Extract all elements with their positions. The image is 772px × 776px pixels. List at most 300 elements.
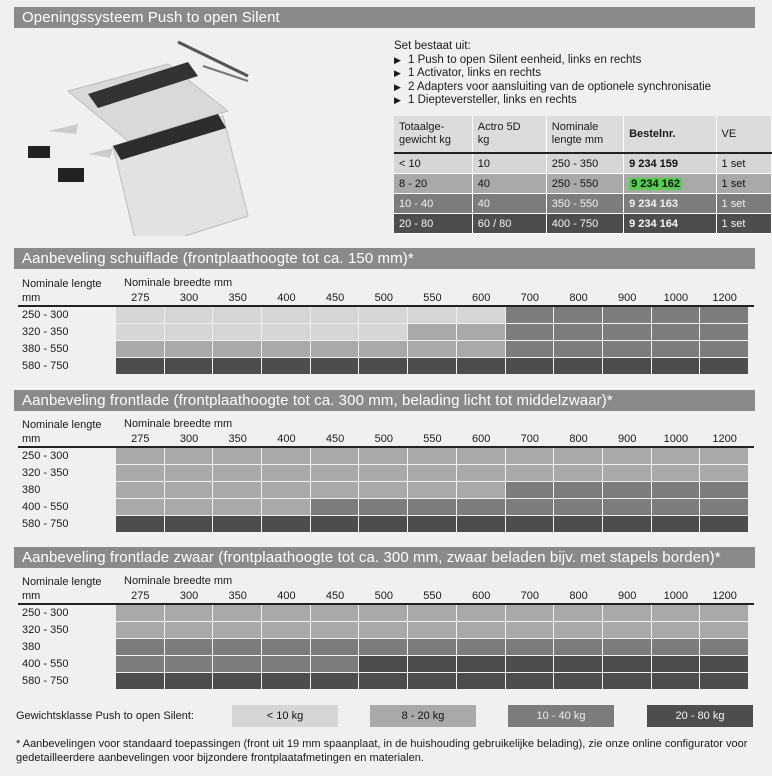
class-cell [408, 482, 457, 499]
width-column: 300 [179, 292, 199, 304]
width-column: 700 [520, 433, 540, 445]
class-cell [603, 622, 652, 639]
class-cell [652, 622, 701, 639]
width-column: 700 [520, 292, 540, 304]
length-label: 250 - 300 [22, 450, 69, 462]
class-cell [311, 358, 360, 375]
length-label: 580 - 750 [22, 518, 69, 530]
table-cell: 40 [472, 194, 546, 214]
order-number: 9 234 163 [624, 194, 716, 214]
grid-row [18, 656, 754, 673]
grid-row [18, 358, 754, 375]
width-column: 1200 [712, 590, 737, 602]
length-header: Nominale lengte mm [22, 278, 102, 304]
width-column: 900 [618, 590, 637, 602]
table-row [394, 174, 772, 194]
grid-row [18, 448, 754, 465]
class-cell [116, 622, 165, 639]
table-cell: 60 / 80 [472, 214, 546, 234]
class-cell [311, 448, 360, 465]
grid-row [18, 622, 754, 639]
class-cell [554, 465, 603, 482]
order-table [394, 116, 772, 234]
grid-row [18, 465, 754, 482]
class-cell [652, 324, 701, 341]
class-cell [700, 307, 749, 324]
class-cell [262, 673, 311, 690]
grid-row [18, 605, 754, 622]
class-cell [408, 639, 457, 656]
table-row [394, 194, 772, 214]
set-item: ▶ 1 Push to open Silent eenheid, links en rechts [394, 54, 711, 68]
class-cell [457, 673, 506, 690]
legend-swatch: 20 - 80 kg [647, 705, 753, 727]
class-cell [165, 516, 214, 533]
table-cell: 1 set [716, 174, 771, 194]
class-cell [506, 341, 555, 358]
class-cell [262, 656, 311, 673]
class-cell [165, 358, 214, 375]
class-cell [165, 341, 214, 358]
class-cell [408, 307, 457, 324]
set-item: ▶ 1 Activator, links en rechts [394, 67, 711, 81]
table-row [394, 153, 772, 174]
width-column: 275 [131, 292, 150, 304]
class-cell [554, 639, 603, 656]
class-cell [213, 482, 262, 499]
length-label: 580 - 750 [22, 360, 69, 372]
class-cell [311, 516, 360, 533]
width-column: 600 [471, 590, 491, 602]
class-cell [700, 324, 749, 341]
class-cell [213, 639, 262, 656]
class-cell [262, 465, 311, 482]
class-cell [359, 605, 408, 622]
class-cell [408, 605, 457, 622]
class-cell [311, 307, 360, 324]
width-column: 400 [277, 590, 296, 602]
width-column: 500 [374, 433, 393, 445]
class-cell [359, 499, 408, 516]
class-cell [359, 622, 408, 639]
class-cell [700, 516, 749, 533]
table-cell: 250 - 350 [546, 153, 623, 174]
class-cell [652, 673, 701, 690]
class-cell [311, 482, 360, 499]
length-label: 320 - 350 [22, 326, 69, 338]
class-cell [506, 324, 555, 341]
class-cell [652, 639, 701, 656]
grid-row [18, 482, 754, 499]
class-cell [603, 499, 652, 516]
width-column: 900 [618, 292, 637, 304]
grid-row [18, 341, 754, 358]
class-cell [457, 358, 506, 375]
width-column: 700 [520, 590, 540, 602]
class-cell [457, 307, 506, 324]
table-cell: 1 set [716, 153, 771, 174]
class-cell [700, 341, 749, 358]
class-cell [213, 341, 262, 358]
class-cell [116, 307, 165, 324]
class-cell [652, 307, 701, 324]
class-cell [359, 482, 408, 499]
width-column: 600 [471, 292, 491, 304]
class-cell [116, 605, 165, 622]
width-column: 1000 [663, 292, 689, 304]
class-cell [408, 448, 457, 465]
class-cell [652, 656, 701, 673]
width-header: Nominale breedte mm [124, 277, 233, 289]
width-column: 450 [325, 433, 345, 445]
class-cell [311, 673, 360, 690]
class-cell [554, 499, 603, 516]
class-cell [262, 448, 311, 465]
width-column: 450 [325, 590, 345, 602]
class-cell [652, 499, 701, 516]
set-item: ▶ 2 Adapters voor aansluiting van de optionele synchronisatie [394, 81, 711, 95]
class-cell [506, 622, 555, 639]
length-label: 400 - 550 [22, 658, 69, 670]
class-cell [603, 516, 652, 533]
class-cell [359, 673, 408, 690]
class-cell [700, 465, 749, 482]
width-column: 350 [228, 292, 247, 304]
class-cell [700, 358, 749, 375]
class-cell [262, 639, 311, 656]
class-cell [359, 656, 408, 673]
class-cell [165, 622, 214, 639]
class-cell [165, 639, 214, 656]
section-title: Aanbeveling schuiflade (frontplaathoogte tot ca. 150 mm)* [14, 248, 755, 269]
class-cell [116, 516, 165, 533]
legend-swatch: 8 - 20 kg [370, 705, 476, 727]
class-cell [408, 465, 457, 482]
class-cell [700, 499, 749, 516]
class-cell [554, 341, 603, 358]
length-label: 580 - 750 [22, 675, 69, 687]
class-cell [165, 448, 214, 465]
class-cell [116, 448, 165, 465]
class-cell [213, 499, 262, 516]
class-cell [262, 358, 311, 375]
legend-label: Gewichtsklasse Push to open Silent: [16, 710, 194, 722]
class-cell [165, 673, 214, 690]
width-column: 600 [471, 433, 491, 445]
class-cell [506, 307, 555, 324]
width-column: 550 [423, 433, 442, 445]
width-column: 550 [423, 292, 442, 304]
class-cell [311, 341, 360, 358]
class-cell [603, 341, 652, 358]
class-cell [506, 448, 555, 465]
width-column: 275 [131, 590, 150, 602]
class-cell [116, 656, 165, 673]
set-list [394, 54, 711, 108]
class-cell [262, 482, 311, 499]
class-cell [700, 622, 749, 639]
class-cell [506, 516, 555, 533]
class-cell [506, 656, 555, 673]
class-cell [408, 516, 457, 533]
grid-row [18, 324, 754, 341]
class-cell [457, 622, 506, 639]
order-number: 9 234 162 [624, 174, 716, 194]
width-column: 800 [569, 590, 588, 602]
length-label: 320 - 350 [22, 467, 69, 479]
table-cell: 10 - 40 [394, 194, 472, 214]
class-cell [311, 605, 360, 622]
legend-swatch: < 10 kg [232, 705, 338, 727]
class-cell [408, 622, 457, 639]
class-cell [262, 516, 311, 533]
length-header: Nominale lengte mm [22, 576, 102, 602]
class-cell [603, 465, 652, 482]
class-cell [554, 358, 603, 375]
class-cell [311, 465, 360, 482]
class-cell [213, 673, 262, 690]
recommendation-grid [18, 277, 754, 375]
column-header: Actro 5D kg [472, 116, 546, 153]
width-column: 350 [228, 433, 247, 445]
class-cell [700, 656, 749, 673]
class-cell [262, 605, 311, 622]
class-cell [116, 482, 165, 499]
class-cell [262, 307, 311, 324]
class-cell [311, 499, 360, 516]
class-cell [603, 605, 652, 622]
class-cell [554, 622, 603, 639]
class-cell [652, 482, 701, 499]
column-header: Totaalge- gewicht kg [394, 116, 472, 153]
class-cell [554, 324, 603, 341]
class-cell [700, 482, 749, 499]
class-cell [262, 324, 311, 341]
length-label: 250 - 300 [22, 607, 69, 619]
class-cell [116, 673, 165, 690]
class-cell [603, 448, 652, 465]
class-cell [311, 324, 360, 341]
class-cell [165, 465, 214, 482]
class-cell [311, 622, 360, 639]
length-header: Nominale lengte mm [22, 419, 102, 445]
class-cell [359, 516, 408, 533]
class-cell [165, 499, 214, 516]
class-cell [359, 639, 408, 656]
class-cell [457, 656, 506, 673]
width-column: 500 [374, 590, 393, 602]
class-cell [213, 656, 262, 673]
class-cell [457, 465, 506, 482]
class-cell [165, 605, 214, 622]
width-column: 800 [569, 433, 588, 445]
width-column: 1200 [712, 433, 737, 445]
class-cell [554, 605, 603, 622]
class-cell [116, 499, 165, 516]
class-cell [603, 307, 652, 324]
class-cell [213, 622, 262, 639]
class-cell [603, 482, 652, 499]
product-image [18, 36, 368, 236]
class-cell [652, 341, 701, 358]
class-cell [408, 656, 457, 673]
section-title: Aanbeveling frontlade (frontplaathoogte tot ca. 300 mm, belading licht tot middelzwaar)* [14, 390, 755, 411]
class-cell [700, 639, 749, 656]
page-title: Openingssysteem Push to open Silent [14, 7, 755, 28]
length-label: 380 - 550 [22, 343, 69, 355]
width-column: 275 [131, 433, 150, 445]
class-cell [457, 605, 506, 622]
recommendation-grid [18, 418, 754, 533]
class-cell [457, 639, 506, 656]
width-column: 800 [569, 292, 588, 304]
class-cell [457, 448, 506, 465]
class-cell [506, 465, 555, 482]
length-label: 250 - 300 [22, 309, 69, 321]
class-cell [603, 673, 652, 690]
grid-row [18, 673, 754, 690]
width-column: 400 [277, 433, 296, 445]
class-cell [408, 341, 457, 358]
class-cell [262, 341, 311, 358]
weight-class-legend [16, 705, 756, 727]
class-cell [603, 324, 652, 341]
class-cell [359, 324, 408, 341]
class-cell [311, 639, 360, 656]
class-cell [213, 516, 262, 533]
table-cell: 40 [472, 174, 546, 194]
table-cell: 250 - 550 [546, 174, 623, 194]
grid-row [18, 499, 754, 516]
width-column: 300 [179, 433, 199, 445]
class-cell [554, 673, 603, 690]
width-column: 1000 [663, 433, 689, 445]
width-column: 450 [325, 292, 345, 304]
class-cell [506, 358, 555, 375]
class-cell [457, 482, 506, 499]
table-cell: 400 - 750 [546, 214, 623, 234]
class-cell [457, 516, 506, 533]
class-cell [359, 358, 408, 375]
class-cell [213, 324, 262, 341]
table-row [394, 214, 772, 234]
length-label: 320 - 350 [22, 624, 69, 636]
width-column: 350 [228, 590, 247, 602]
table-cell: 350 - 550 [546, 194, 623, 214]
class-cell [359, 465, 408, 482]
width-column: 550 [423, 590, 442, 602]
class-cell [603, 358, 652, 375]
class-cell [700, 673, 749, 690]
class-cell [554, 307, 603, 324]
column-header: Bestelnr. [624, 116, 716, 153]
width-column: 400 [277, 292, 296, 304]
class-cell [408, 358, 457, 375]
class-cell [506, 673, 555, 690]
table-cell: 8 - 20 [394, 174, 472, 194]
table-cell: 1 set [716, 194, 771, 214]
length-label: 380 [22, 484, 41, 496]
class-cell [408, 499, 457, 516]
class-cell [116, 341, 165, 358]
grid-row [18, 639, 754, 656]
set-heading: Set bestaat uit: [394, 40, 471, 52]
class-cell [700, 605, 749, 622]
class-cell [652, 358, 701, 375]
class-cell [213, 448, 262, 465]
class-cell [457, 324, 506, 341]
class-cell [506, 605, 555, 622]
class-cell [652, 448, 701, 465]
class-cell [165, 482, 214, 499]
class-cell [262, 622, 311, 639]
class-cell [116, 639, 165, 656]
table-cell: 10 [472, 153, 546, 174]
class-cell [700, 448, 749, 465]
grid-row [18, 516, 754, 533]
set-contents [394, 40, 711, 108]
class-cell [116, 465, 165, 482]
width-column: 500 [374, 292, 393, 304]
footnote: * Aanbevelingen voor standaard toepassingen (front uit 19 mm spaanplaat, in de huishouding gebruikelijke belading), zie onze online configurator voor gedetailleerdere aanbevelingen voor bijzondere frontplaatafmetingen en materialen. [16, 738, 748, 764]
class-cell [554, 516, 603, 533]
class-cell [116, 358, 165, 375]
class-cell [213, 605, 262, 622]
class-cell [165, 324, 214, 341]
width-header: Nominale breedte mm [124, 575, 233, 587]
width-column: 1000 [663, 590, 689, 602]
recommendation-grid [18, 575, 754, 690]
class-cell [408, 673, 457, 690]
order-number: 9 234 164 [624, 214, 716, 234]
order-number: 9 234 159 [624, 153, 716, 174]
class-cell [213, 307, 262, 324]
class-cell [359, 341, 408, 358]
class-cell [506, 639, 555, 656]
class-cell [165, 307, 214, 324]
length-label: 380 [22, 641, 41, 653]
width-column: 900 [618, 433, 637, 445]
class-cell [652, 465, 701, 482]
section-title: Aanbeveling frontlade zwaar (frontplaathoogte tot ca. 300 mm, zwaar beladen bijv. met stapels borden)* [14, 547, 755, 568]
width-column: 300 [179, 590, 199, 602]
grid-row [18, 307, 754, 324]
class-cell [554, 448, 603, 465]
class-cell [554, 656, 603, 673]
class-cell [262, 499, 311, 516]
class-cell [213, 358, 262, 375]
class-cell [359, 307, 408, 324]
class-cell [213, 465, 262, 482]
class-cell [652, 516, 701, 533]
class-cell [457, 341, 506, 358]
width-header: Nominale breedte mm [124, 418, 233, 430]
class-cell [408, 324, 457, 341]
class-cell [165, 656, 214, 673]
table-cell: < 10 [394, 153, 472, 174]
table-cell: 1 set [716, 214, 771, 234]
class-cell [506, 482, 555, 499]
legend-swatch: 10 - 40 kg [508, 705, 614, 727]
class-cell [359, 448, 408, 465]
class-cell [457, 499, 506, 516]
width-column: 1200 [712, 292, 737, 304]
class-cell [652, 605, 701, 622]
length-label: 400 - 550 [22, 501, 69, 513]
table-cell: 20 - 80 [394, 214, 472, 234]
class-cell [554, 482, 603, 499]
class-cell [603, 639, 652, 656]
